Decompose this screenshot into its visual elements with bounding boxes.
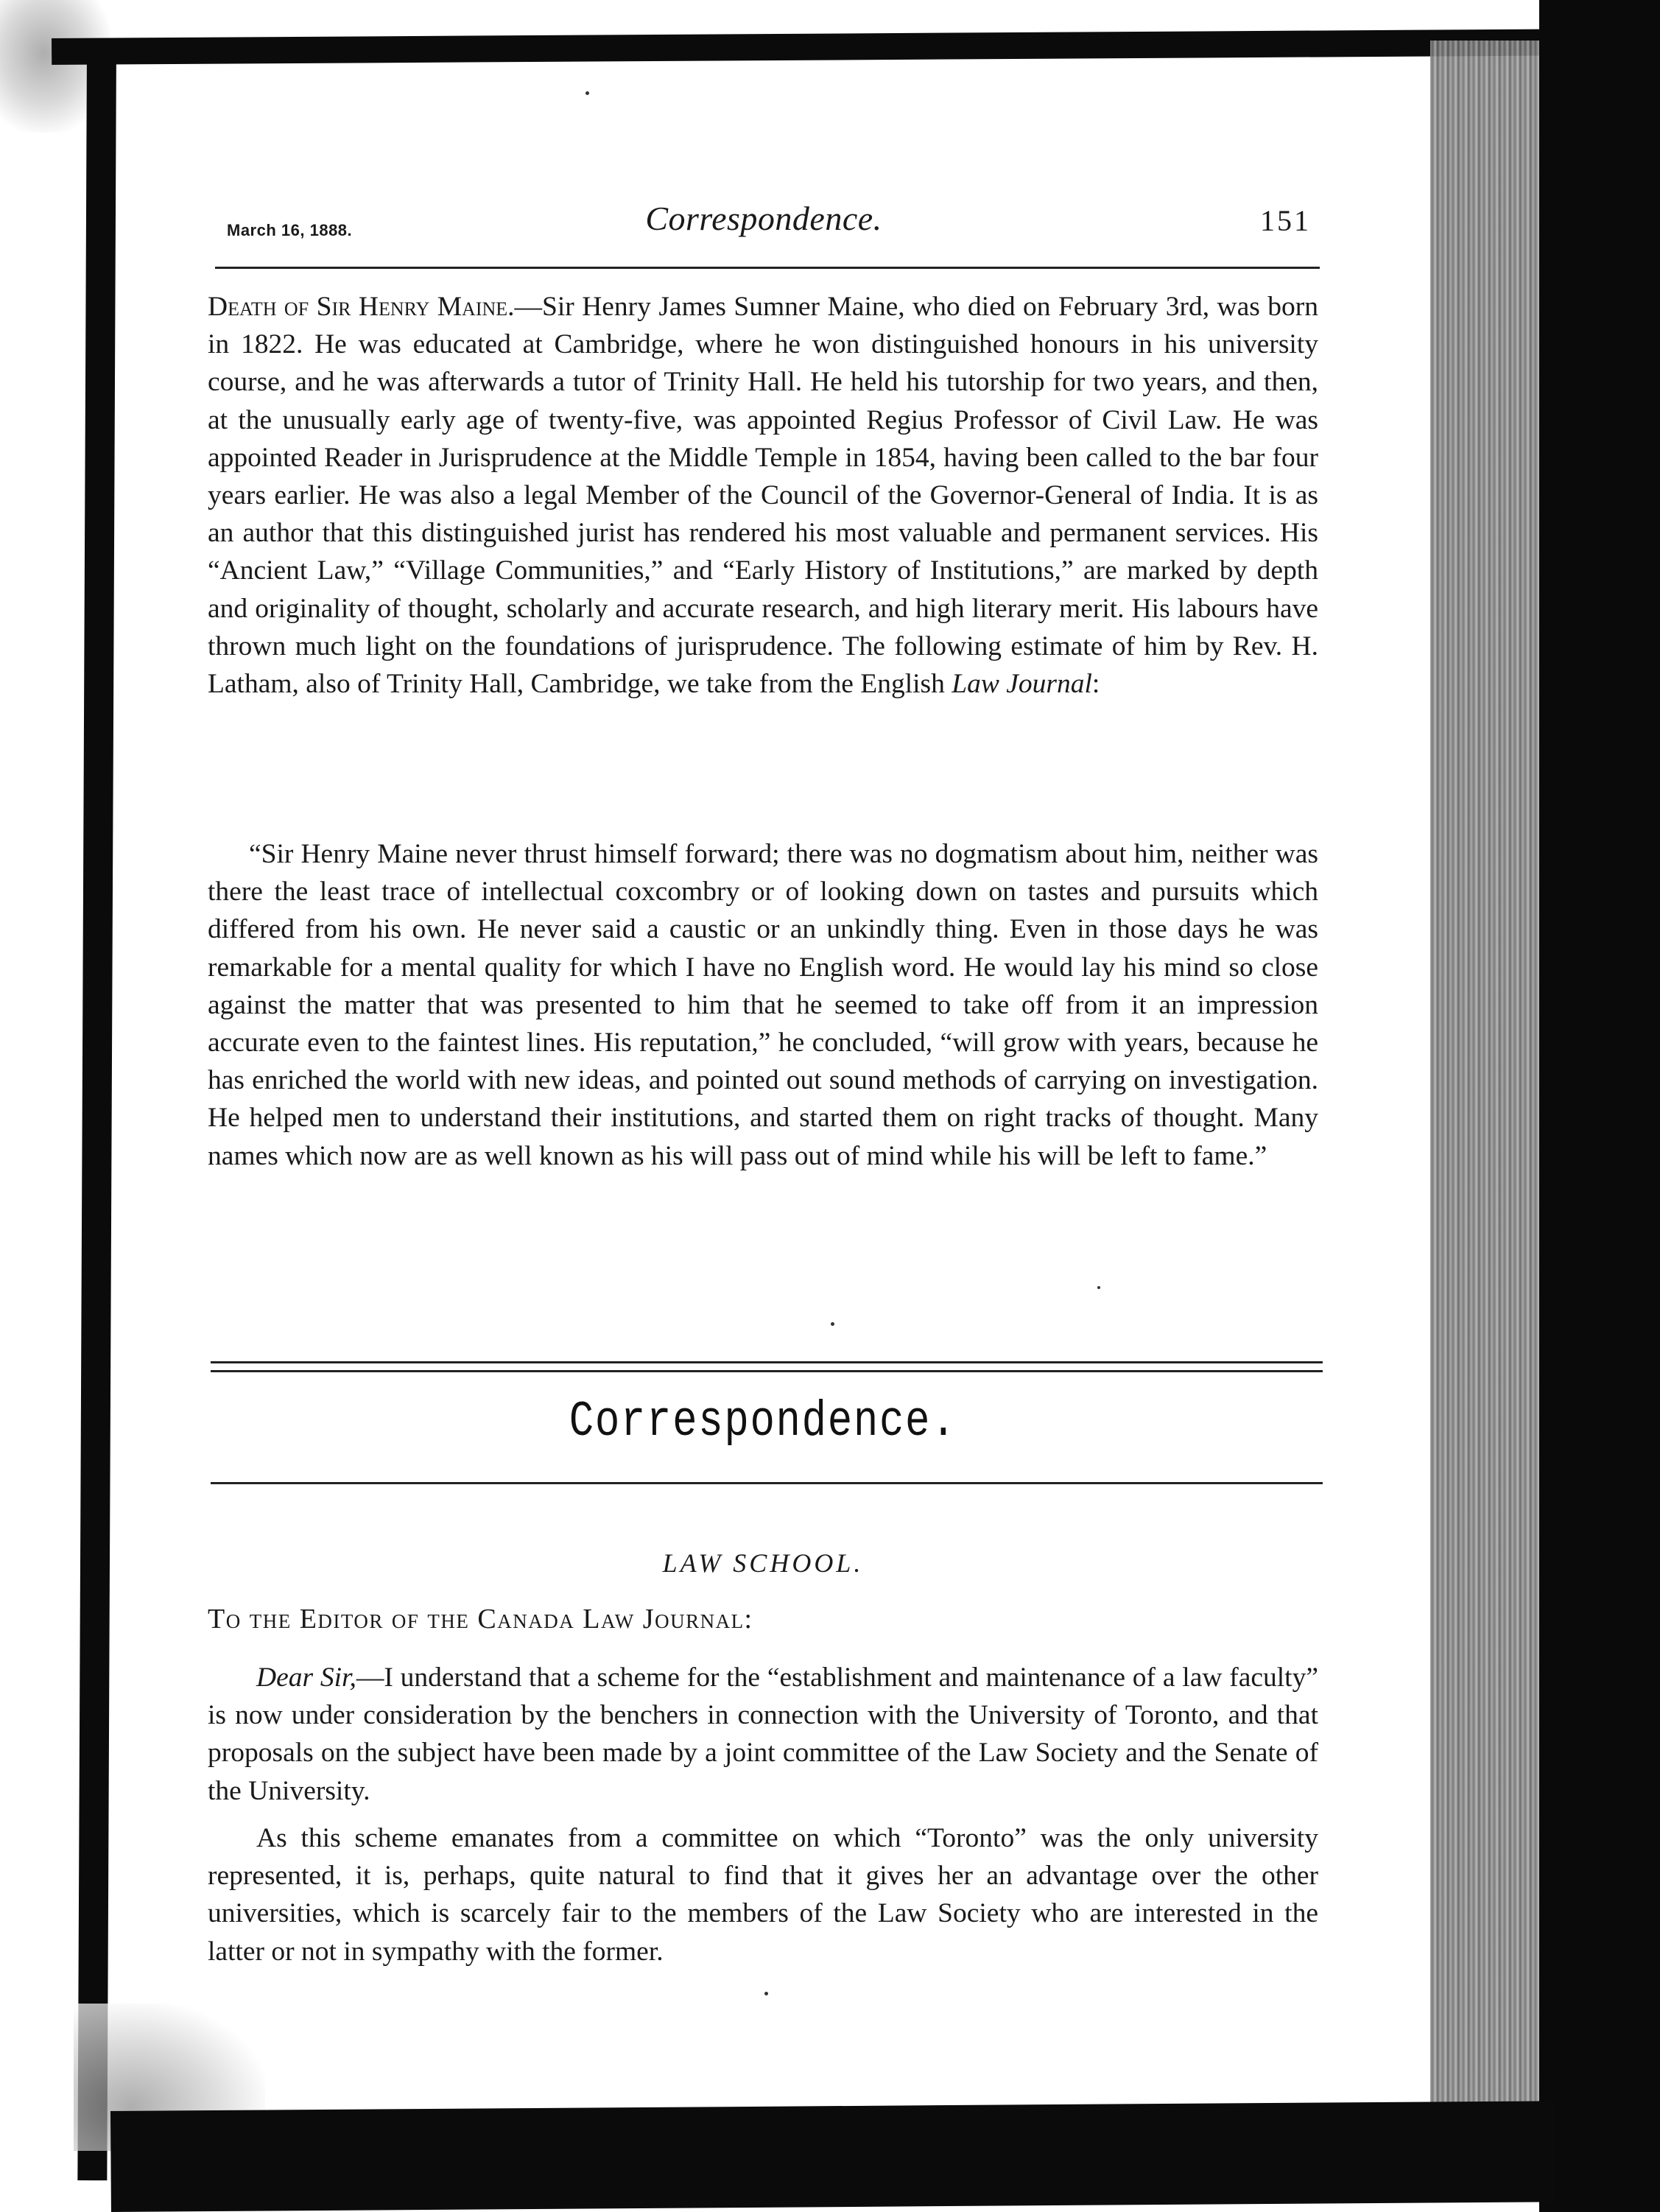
obituary-heading: Death of Sir Henry Maine. [208, 292, 515, 322]
obituary-body: —Sir Henry James Sumner Maine, who died on February 3rd, was born in 1822. He was educated at Cambridge, where he won distinguished honours in his university course, and he was afterwards a tutor of Trinity Hall. He held his tutorship for two years, and then, at the unusually early age of twenty-five, was appointed Regius Professor of Civil Law. He was appointed Reader in Jurisprudence at the Middle Temple in 1854, having been called to the bar four years earlier. He was also a legal Member of the Council of the Governor-General of India. It is as an author that this distinguished jurist has rendered his most valuable and permanent services. His “Ancient Law,” “Village Communities,” and “Early History of Institutions,” are marked by depth and originality of thought, scholarly and accurate research, and high literary merit. His labours have thrown much light on the foundations of jurisprudence. The following estimate of him by Rev. H. Latham, also of Trinity Hall, Cambridge, we take from the English [208, 292, 1318, 700]
letter-paragraph [208, 1659, 1318, 1810]
running-title: Correspondence. [645, 200, 882, 237]
latham-quote: “Sir Henry Maine never thrust himself forward; there was no dogmatism about him, neither was there the least trace of intellectual coxcombry or of looking down on tastes and pursuits which differed from his own. He never said a caustic or an unkindly thing. Even in those days he was remarkable for a mental quality for which I have no English word. He would lay his mind so close against the matter that was presented to him that he seemed to take off from it an impression accurate even to the faintest lines. His reputation,” he concluded, “will grow with years, because he has enriched the world with new ideas, and pointed out sound methods of carrying on investigation. He helped men to understand their institutions, and started them on right tracks of thought. Many names which now are as well known as his will pass out of mind while his will be left to fame.” [208, 839, 1318, 1171]
obituary-body-end: : [1091, 669, 1100, 700]
scan-speck [764, 1992, 768, 1995]
letter-greeting: Dear Sir, [256, 1662, 356, 1693]
scan-border-left [77, 44, 116, 2180]
letter-salutation: To the Editor of the Canada Law Journal: [208, 1604, 753, 1635]
scan-border-bottom [110, 2101, 1555, 2212]
journal-name: Law Journal [952, 669, 1092, 700]
obituary-paragraph [208, 288, 1318, 703]
letter-paragraph-body: —I understand that a scheme for the “establishment and maintenance of a law faculty” is now under consideration by the benchers in connection with the University of Toronto, and that proposals on the subject have been made by a joint committee of the Law Society and the Senate of the University. [208, 1662, 1318, 1806]
page-number: 151 [1260, 204, 1311, 237]
running-head [215, 199, 1312, 250]
section-double-rule-bottom [211, 1370, 1323, 1372]
header-rule [215, 267, 1320, 269]
scan-border-right [1539, 0, 1660, 2212]
letter-title: LAW SCHOOL. [662, 1548, 864, 1578]
scan-border-top [52, 29, 1539, 65]
issue-date: March 16, 1888. [227, 221, 353, 239]
section-heading: Correspondence. [569, 1394, 957, 1450]
book-page-edges [1430, 41, 1541, 2147]
section-double-rule-top [211, 1361, 1323, 1363]
letter-paragraph: As this scheme emanates from a committee on which “Toronto” was the only university represented, it is, perhaps, quite natural to find that it gives her an advantage over the other universities, which is scarcely fair to the members of the Law Society who are interested in the latter or not in sympathy with the former. [208, 1823, 1318, 1967]
scan-speck [1097, 1286, 1100, 1289]
scan-speck [831, 1322, 834, 1326]
scan-speck [585, 91, 589, 95]
section-rule [211, 1482, 1323, 1484]
